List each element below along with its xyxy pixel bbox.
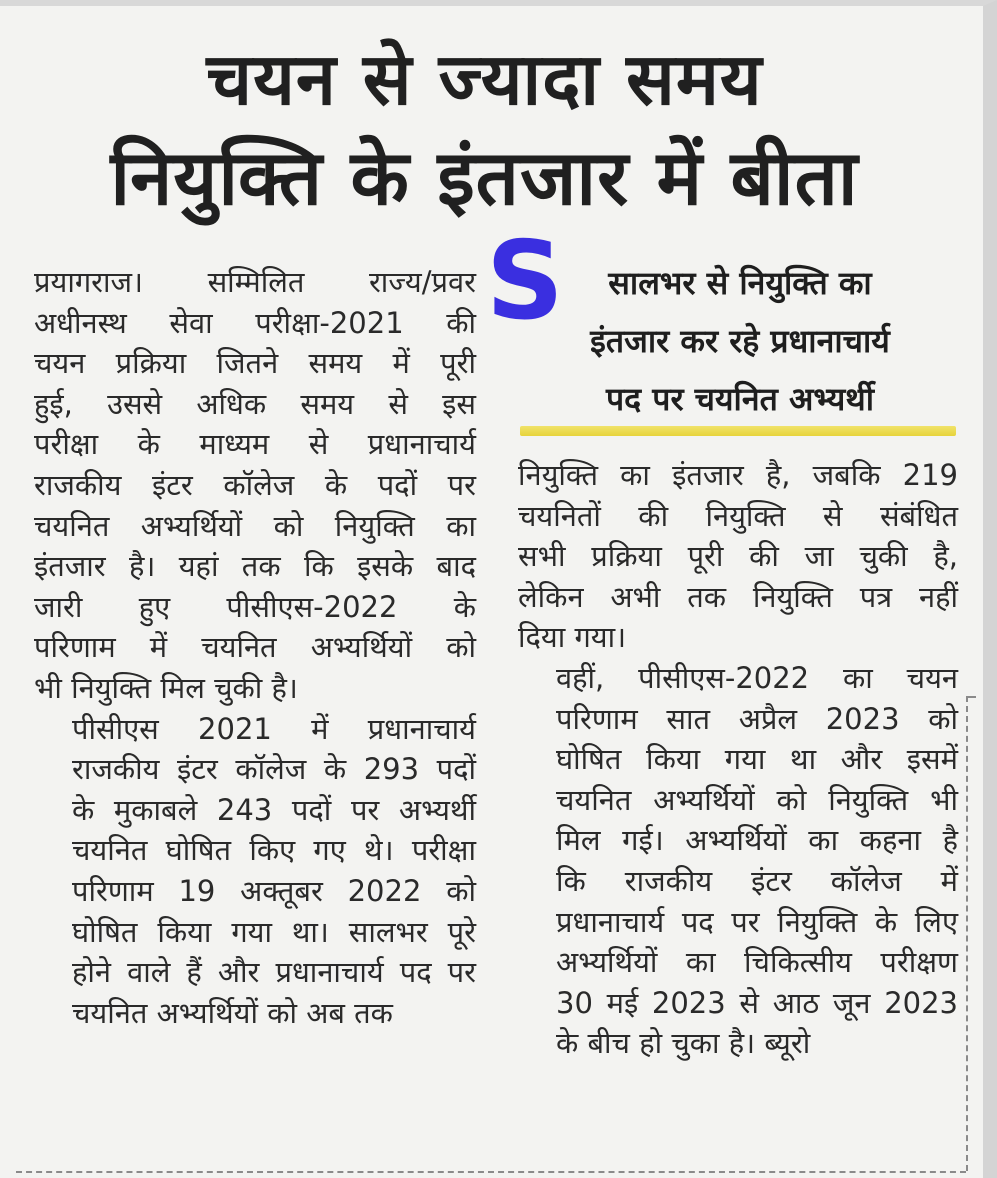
text-line: के मुकाबले 243 पदों पर अभ्यर्थी [72,792,476,827]
text-line: घोषित किया गया था। सालभर पूरे [72,914,476,949]
right-paragraph-1 [518,455,958,658]
text-line: चयनित अभ्यर्थियों को नियुक्ति का [34,508,476,543]
text-line: चयन प्रक्रिया जितने समय में पूरी [34,346,476,381]
text-line: कि राजकीय इंटर कॉलेज में [556,863,958,898]
left-paragraph-1 [34,262,476,709]
left-column [34,262,476,1033]
subheadline-line-3: पद पर चयनित अभ्यर्थी [605,380,875,418]
text-line: घोषित किया गया था और इसमें [556,742,958,777]
right-paragraph-2 [518,658,958,1064]
text-line: चयनित अभ्यर्थियों को नियुक्ति भी [556,782,958,817]
headline-line-2: नियुक्ति के इंतजार में बीता [110,133,859,222]
text-line: नियुक्ति का इंतजार है, जबकि 219 [518,458,958,492]
text-line: दिया गया। [518,620,627,655]
text-line: सभी प्रक्रिया पूरी की जा चुकी है, [518,539,958,574]
text-line: जारी हुए पीसीएस-2022 के [34,589,476,624]
text-line: वहीं, पीसीएस-2022 का चयन [556,660,958,695]
text-line: के बीच हो चुका है। ब्यूरो [556,1026,811,1061]
left-paragraph-2 [34,709,476,1034]
text-line: 30 मई 2023 से आठ जून 2023 [556,985,958,1020]
text-line: प्रधानाचार्य पद पर नियुक्ति के लिए [556,904,958,939]
headline-line-1: चयन से ज्यादा समय [206,37,763,121]
text-line: परिणाम में चयनित अभ्यर्थियों को [34,630,476,665]
text-line: परिणाम 19 अक्तूबर 2022 को [72,873,476,908]
yellow-divider [520,426,956,436]
headline [0,34,969,226]
text-line: भी नियुक्ति मिल चुकी है। [34,670,298,705]
cut-line-bottom [16,1171,966,1173]
text-line: प्रयागराज। सम्मिलित राज्य/प्रवर [34,265,476,299]
text-line: पीसीएस 2021 में प्रधानाचार्य [72,711,476,746]
cut-line-right [966,696,968,1171]
text-line: चयनित घोषित किए गए थे। परीक्षा [72,833,476,868]
text-line: परीक्षा के माध्यम से प्रधानाचार्य [34,427,476,462]
text-line: मिल गई। अभ्यर्थियों का कहना है [556,823,958,858]
brand-logo: S [486,219,564,344]
text-line: चयनितों की नियुक्ति से संबंधित [518,498,958,533]
text-line: चयनित अभ्यर्थियों को अब तक [72,995,393,1030]
text-line: इंतजार है। यहां तक कि इसके बाद [34,549,476,584]
subheadline [530,254,950,428]
text-line: हुई, उससे अधिक समय से इस [34,386,476,421]
text-line: राजकीय इंटर कॉलेज के 293 पदों [72,752,476,787]
text-line: होने वाले हैं और प्रधानाचार्य पद पर [72,955,476,990]
text-line: राजकीय इंटर कॉलेज के पदों पर [34,467,476,502]
text-line: अभ्यर्थियों का चिकित्सीय परीक्षण [556,945,958,980]
text-line: परिणाम सात अप्रैल 2023 को [556,701,958,736]
text-line: अधीनस्थ सेवा परीक्षा-2021 की [34,305,476,340]
subheadline-line-1: सालभर से नियुक्ति का [608,264,872,302]
text-line: लेकिन अभी तक नियुक्ति पत्र नहीं [518,579,958,614]
right-column [518,455,958,1064]
subheadline-line-2: इंतजार कर रहे प्रधानाचार्य [590,322,890,360]
